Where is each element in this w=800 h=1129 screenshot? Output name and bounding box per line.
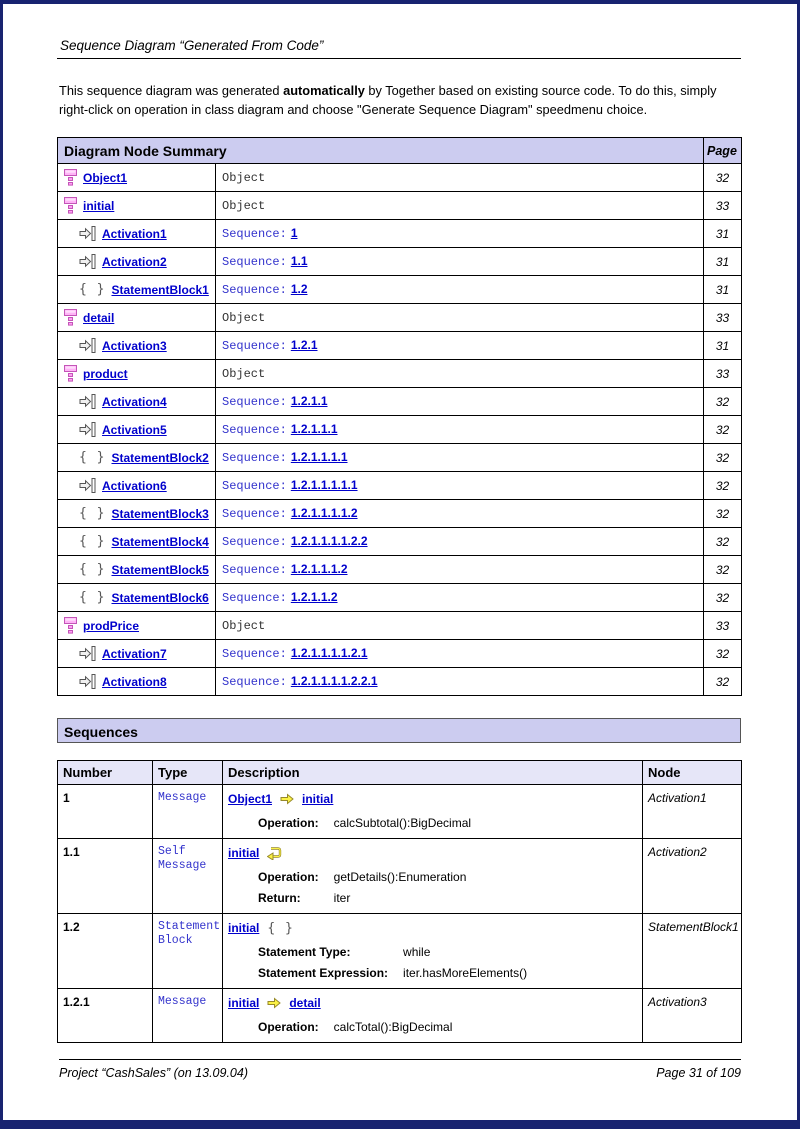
node-page-cell: 32 bbox=[704, 668, 742, 696]
sequence-label: Sequence: bbox=[222, 255, 287, 269]
intro-paragraph bbox=[59, 81, 741, 119]
sequence-label: Sequence: bbox=[222, 647, 287, 661]
node-page-cell: 33 bbox=[704, 304, 742, 332]
object-lifeline-icon bbox=[64, 617, 77, 634]
node-description-cell bbox=[216, 500, 704, 528]
column-header-number: Number bbox=[58, 761, 153, 785]
node-description-cell bbox=[216, 332, 704, 360]
node-page-cell: 32 bbox=[704, 416, 742, 444]
summary-row bbox=[58, 444, 742, 472]
sequence-label: Sequence: bbox=[222, 423, 287, 437]
node-description-cell bbox=[216, 444, 704, 472]
detail-value: getDetails():Enumeration bbox=[333, 870, 467, 884]
sequence-label: Sequence: bbox=[222, 675, 287, 689]
node-page-cell: 32 bbox=[704, 388, 742, 416]
sequence-link[interactable]: 1.2.1.1.1.1.2.1 bbox=[290, 646, 368, 660]
node-link[interactable]: Activation3 bbox=[102, 338, 167, 353]
summary-row bbox=[58, 500, 742, 528]
detail-list bbox=[258, 946, 637, 980]
sequence-link[interactable]: 1.2.1.1.2 bbox=[290, 590, 338, 604]
sequence-link[interactable]: 1.2.1.1.1.1.2 bbox=[290, 506, 358, 520]
activation-icon bbox=[79, 422, 96, 437]
summary-row bbox=[58, 640, 742, 668]
node-page-cell: 31 bbox=[704, 248, 742, 276]
node-page-cell: 31 bbox=[704, 276, 742, 304]
node-page-cell: 32 bbox=[704, 444, 742, 472]
summary-row bbox=[58, 388, 742, 416]
sequence-link[interactable]: 1.2.1.1.1 bbox=[290, 422, 338, 436]
sequence-label: Sequence: bbox=[222, 563, 287, 577]
sequence-link[interactable]: 1.2.1 bbox=[290, 338, 318, 352]
sequence-node-cell: Activation3 bbox=[643, 989, 742, 1043]
object-type-label: Object bbox=[222, 170, 266, 185]
participant-link[interactable]: Object1 bbox=[228, 792, 273, 806]
node-link[interactable]: prodPrice bbox=[83, 618, 140, 633]
page-footer bbox=[59, 1059, 741, 1080]
node-name-cell bbox=[58, 528, 216, 556]
detail-list bbox=[258, 1021, 637, 1034]
column-header-description: Description bbox=[223, 761, 643, 785]
sequence-link[interactable]: 1.2.1.1.1.2 bbox=[290, 562, 348, 576]
node-page-cell: 32 bbox=[704, 584, 742, 612]
statement-block-icon: { } bbox=[267, 920, 294, 936]
node-link[interactable]: product bbox=[83, 366, 128, 381]
activation-icon bbox=[79, 338, 96, 353]
sequence-link[interactable]: 1.1 bbox=[290, 254, 308, 268]
node-description-cell bbox=[216, 360, 704, 388]
sequence-label: Sequence: bbox=[222, 395, 287, 409]
sequence-row bbox=[58, 785, 742, 839]
page-column-header: Page bbox=[704, 138, 742, 164]
detail-value: calcSubtotal():BigDecimal bbox=[333, 816, 472, 830]
self-message-icon bbox=[267, 846, 282, 860]
node-page-cell: 32 bbox=[704, 500, 742, 528]
summary-row bbox=[58, 612, 742, 640]
sequences-header-row bbox=[58, 761, 742, 785]
participant-link[interactable]: detail bbox=[289, 996, 321, 1010]
detail-label: Operation: bbox=[258, 870, 319, 884]
sequence-description-cell bbox=[223, 914, 643, 989]
sequences-section-header: Sequences bbox=[57, 718, 741, 743]
page-title: Sequence Diagram “Generated From Code” bbox=[57, 38, 741, 59]
sequence-link[interactable]: 1.2.1.1.1.1 bbox=[290, 450, 348, 464]
sequence-label: Sequence: bbox=[222, 479, 287, 493]
sequence-node-cell: StatementBlock1 bbox=[643, 914, 742, 989]
footer-project-label: Project “CashSales” (on 13.09.04) bbox=[59, 1066, 248, 1080]
sequence-node-cell: Activation1 bbox=[643, 785, 742, 839]
participants-line bbox=[228, 995, 637, 1011]
intro-text-before: This sequence diagram was generated bbox=[59, 83, 284, 98]
summary-row bbox=[58, 360, 742, 388]
node-page-cell: 32 bbox=[704, 164, 742, 192]
sequence-link[interactable]: 1.2.1.1.1.1.2.2 bbox=[290, 534, 368, 548]
node-name-cell bbox=[58, 472, 216, 500]
sequence-type-cell: Statement Block bbox=[153, 914, 223, 989]
node-name-cell bbox=[58, 164, 216, 192]
column-header-node: Node bbox=[643, 761, 742, 785]
sequence-link[interactable]: 1.2.1.1 bbox=[290, 394, 328, 408]
detail-label: Statement Expression: bbox=[258, 966, 389, 980]
column-header-type: Type bbox=[153, 761, 223, 785]
sequence-number-cell: 1.1 bbox=[58, 839, 153, 914]
sequence-label: Sequence: bbox=[222, 591, 287, 605]
detail-label: Operation: bbox=[258, 1020, 319, 1034]
node-description-cell bbox=[216, 276, 704, 304]
node-name-cell bbox=[58, 304, 216, 332]
statement-block-icon: { } bbox=[79, 282, 106, 297]
node-link[interactable]: StatementBlock5 bbox=[111, 562, 209, 577]
sequence-link[interactable]: 1.2.1.1.1.1.2.2.1 bbox=[290, 674, 378, 688]
node-name-cell bbox=[58, 584, 216, 612]
node-name-cell bbox=[58, 500, 216, 528]
message-arrow-icon bbox=[267, 997, 281, 1009]
node-description-cell bbox=[216, 304, 704, 332]
node-link[interactable]: Activation8 bbox=[102, 674, 167, 689]
detail-value: iter bbox=[333, 891, 351, 905]
node-description-cell bbox=[216, 248, 704, 276]
summary-row bbox=[58, 220, 742, 248]
activation-icon bbox=[79, 254, 96, 269]
participant-link[interactable]: initial bbox=[228, 846, 260, 860]
node-page-cell: 32 bbox=[704, 472, 742, 500]
node-description-cell bbox=[216, 472, 704, 500]
sequences-table bbox=[57, 760, 742, 1043]
node-name-cell bbox=[58, 444, 216, 472]
node-page-cell: 31 bbox=[704, 220, 742, 248]
node-description-cell bbox=[216, 640, 704, 668]
node-name-cell bbox=[58, 276, 216, 304]
node-description-cell bbox=[216, 584, 704, 612]
node-page-cell: 32 bbox=[704, 556, 742, 584]
summary-row bbox=[58, 584, 742, 612]
detail-value: calcTotal():BigDecimal bbox=[333, 1020, 453, 1034]
node-name-cell bbox=[58, 360, 216, 388]
node-page-cell: 32 bbox=[704, 640, 742, 668]
node-name-cell bbox=[58, 388, 216, 416]
page-content bbox=[3, 4, 797, 1043]
statement-block-icon: { } bbox=[79, 506, 106, 521]
sequence-label: Sequence: bbox=[222, 283, 287, 297]
node-link[interactable]: Activation1 bbox=[102, 226, 167, 241]
sequence-type-cell: Message bbox=[153, 989, 223, 1043]
sequence-number-cell: 1 bbox=[58, 785, 153, 839]
node-description-cell bbox=[216, 164, 704, 192]
activation-icon bbox=[79, 646, 96, 661]
sequence-description-cell bbox=[223, 989, 643, 1043]
summary-row bbox=[58, 276, 742, 304]
node-name-cell bbox=[58, 416, 216, 444]
node-name-cell bbox=[58, 668, 216, 696]
sequence-link[interactable]: 1.2 bbox=[290, 282, 308, 296]
participants-line bbox=[228, 920, 637, 936]
sequence-label: Sequence: bbox=[222, 507, 287, 521]
statement-block-icon: { } bbox=[79, 590, 106, 605]
node-name-cell bbox=[58, 220, 216, 248]
node-link[interactable]: detail bbox=[83, 310, 115, 325]
detail-value: iter.hasMoreElements() bbox=[403, 966, 528, 980]
intro-text-after: by Together based on existing source code. To do this, simply right-click on operation in class diagram and choose "Generate Sequence Diagram" speedmenu choice. bbox=[59, 83, 717, 117]
node-page-cell: 31 bbox=[704, 332, 742, 360]
sequence-label: Sequence: bbox=[222, 339, 287, 353]
node-link[interactable]: Activation2 bbox=[102, 254, 167, 269]
sequence-description-cell bbox=[223, 839, 643, 914]
activation-icon bbox=[79, 674, 96, 689]
node-link[interactable]: StatementBlock4 bbox=[111, 534, 209, 549]
participants-line bbox=[228, 845, 637, 861]
summary-header-row bbox=[58, 138, 742, 164]
object-type-label: Object bbox=[222, 618, 266, 633]
summary-row bbox=[58, 332, 742, 360]
node-description-cell bbox=[216, 388, 704, 416]
node-description-cell bbox=[216, 416, 704, 444]
summary-row bbox=[58, 472, 742, 500]
footer-page-number: Page 31 of 109 bbox=[656, 1066, 741, 1080]
statement-block-icon: { } bbox=[79, 534, 106, 549]
sequence-node-cell: Activation2 bbox=[643, 839, 742, 914]
activation-icon bbox=[79, 226, 96, 241]
statement-block-icon: { } bbox=[79, 450, 106, 465]
node-description-cell bbox=[216, 192, 704, 220]
node-link[interactable]: Object1 bbox=[83, 170, 128, 185]
statement-block-icon: { } bbox=[79, 562, 106, 577]
node-description-cell bbox=[216, 612, 704, 640]
object-lifeline-icon bbox=[64, 365, 77, 382]
node-page-cell: 33 bbox=[704, 360, 742, 388]
detail-label: Statement Type: bbox=[258, 945, 351, 959]
node-link[interactable]: StatementBlock1 bbox=[111, 282, 209, 297]
node-link[interactable]: StatementBlock2 bbox=[111, 450, 209, 465]
object-lifeline-icon bbox=[64, 309, 77, 326]
node-link[interactable]: Activation4 bbox=[102, 394, 167, 409]
node-page-cell: 33 bbox=[704, 192, 742, 220]
summary-row bbox=[58, 528, 742, 556]
sequence-label: Sequence: bbox=[222, 451, 287, 465]
node-name-cell bbox=[58, 248, 216, 276]
activation-icon bbox=[79, 478, 96, 493]
node-description-cell bbox=[216, 528, 704, 556]
sequence-label: Sequence: bbox=[222, 227, 287, 241]
sequence-link[interactable]: 1 bbox=[290, 226, 298, 240]
node-name-cell bbox=[58, 332, 216, 360]
node-link[interactable]: StatementBlock3 bbox=[111, 506, 209, 521]
node-link[interactable]: StatementBlock6 bbox=[111, 590, 209, 605]
participant-link[interactable]: initial bbox=[302, 792, 334, 806]
summary-row bbox=[58, 164, 742, 192]
node-link[interactable]: initial bbox=[83, 198, 115, 213]
object-lifeline-icon bbox=[64, 197, 77, 214]
sequence-row bbox=[58, 839, 742, 914]
node-link[interactable]: Activation7 bbox=[102, 646, 167, 661]
sequence-type-cell: Self Message bbox=[153, 839, 223, 914]
node-name-cell bbox=[58, 556, 216, 584]
node-page-cell: 33 bbox=[704, 612, 742, 640]
participant-link[interactable]: initial bbox=[228, 996, 260, 1010]
activation-icon bbox=[79, 394, 96, 409]
sequence-link[interactable]: 1.2.1.1.1.1.1 bbox=[290, 478, 358, 492]
node-description-cell bbox=[216, 556, 704, 584]
summary-row bbox=[58, 304, 742, 332]
summary-row bbox=[58, 248, 742, 276]
object-type-label: Object bbox=[222, 366, 266, 381]
summary-table-title: Diagram Node Summary bbox=[58, 138, 704, 164]
sequence-row bbox=[58, 989, 742, 1043]
sequence-label: Sequence: bbox=[222, 535, 287, 549]
node-page-cell: 32 bbox=[704, 528, 742, 556]
sequence-description-cell bbox=[223, 785, 643, 839]
detail-label: Return: bbox=[258, 891, 301, 905]
node-name-cell bbox=[58, 640, 216, 668]
node-name-cell bbox=[58, 192, 216, 220]
node-description-cell bbox=[216, 668, 704, 696]
node-name-cell bbox=[58, 612, 216, 640]
sequence-type-cell: Message bbox=[153, 785, 223, 839]
node-link[interactable]: Activation5 bbox=[102, 422, 167, 437]
summary-row bbox=[58, 556, 742, 584]
object-type-label: Object bbox=[222, 310, 266, 325]
detail-list bbox=[258, 871, 637, 905]
summary-row bbox=[58, 668, 742, 696]
summary-row bbox=[58, 192, 742, 220]
sequence-row bbox=[58, 914, 742, 989]
diagram-node-summary-table bbox=[57, 137, 742, 696]
participant-link[interactable]: initial bbox=[228, 921, 260, 935]
detail-list bbox=[258, 817, 637, 830]
node-description-cell bbox=[216, 220, 704, 248]
sequence-number-cell: 1.2 bbox=[58, 914, 153, 989]
summary-row bbox=[58, 416, 742, 444]
detail-label: Operation: bbox=[258, 816, 319, 830]
node-link[interactable]: Activation6 bbox=[102, 478, 167, 493]
sequence-number-cell: 1.2.1 bbox=[58, 989, 153, 1043]
participants-line bbox=[228, 791, 637, 807]
object-type-label: Object bbox=[222, 198, 266, 213]
object-lifeline-icon bbox=[64, 169, 77, 186]
message-arrow-icon bbox=[280, 793, 294, 805]
intro-bold-word: automatically bbox=[283, 83, 365, 98]
detail-value: while bbox=[403, 945, 431, 959]
